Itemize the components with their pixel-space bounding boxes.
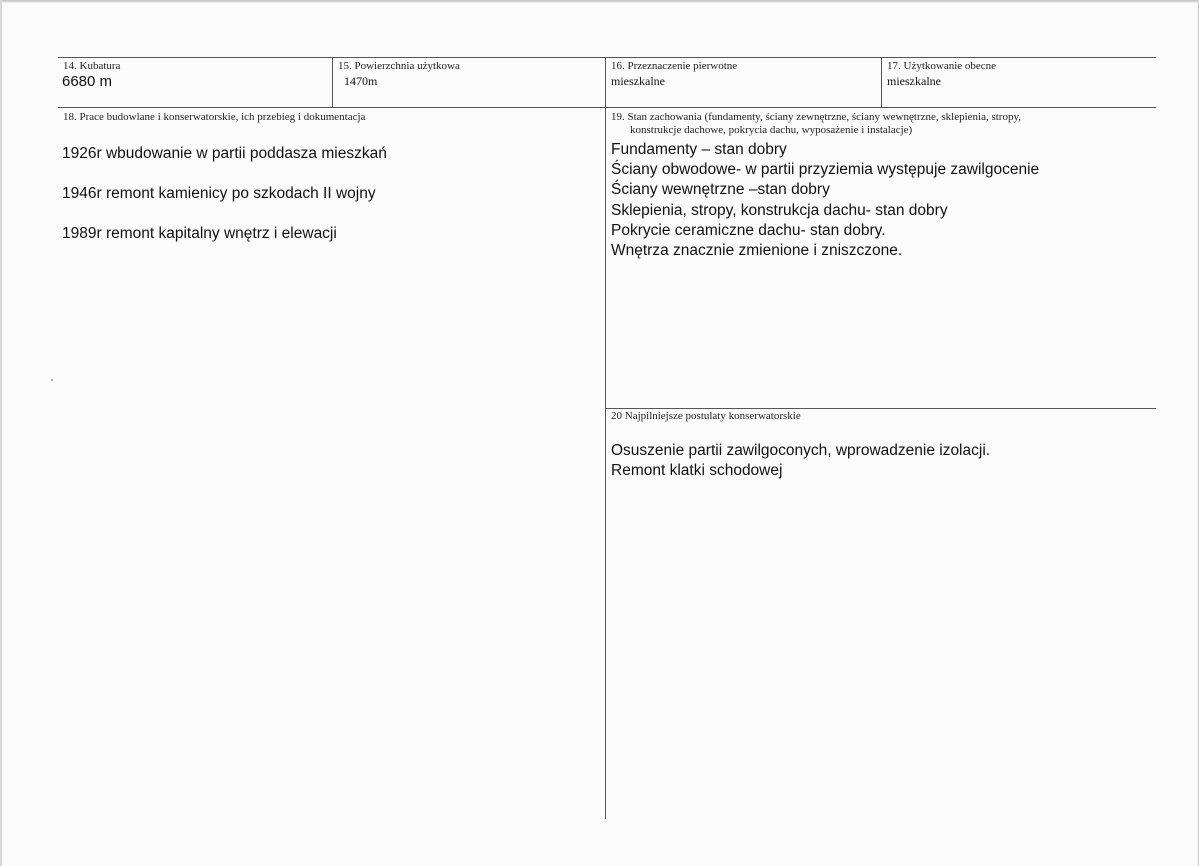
- field-18-line: 1946r remont kamienicy po szkodach II wojny: [62, 185, 376, 202]
- field-18-line: 1989r remont kapitalny wnętrz i elewacji: [62, 225, 337, 242]
- field-15-value: 1470m: [344, 74, 378, 88]
- field-19-line: Wnętrza znacznie zmienione i zniszczone.: [611, 242, 903, 259]
- field-14-value: 6680 m: [62, 73, 113, 90]
- field-16-label: 16. Przeznaczenie pierwotne: [611, 60, 738, 72]
- scan-top-edge: [2, 0, 1199, 3]
- rule-field20-top: [606, 408, 1156, 409]
- field-19-line: Fundamenty – stan dobry: [611, 141, 787, 158]
- rule-top: [58, 57, 1156, 58]
- field-18-label: 18. Prace budowlane i konserwatorskie, ich przebieg i dokumentacja: [63, 111, 366, 123]
- field-20-label: 20 Najpilniejsze postulaty konserwatorskie: [611, 410, 801, 422]
- rule-row1-bottom: [58, 107, 1156, 108]
- field-20-line: Remont klatki schodowej: [611, 462, 783, 479]
- field-20-line: Osuszenie partii zawilgoconych, wprowadzenie izolacji.: [611, 442, 991, 459]
- rule-col3: [881, 57, 882, 108]
- field-14-label: 14. Kubatura: [63, 60, 121, 72]
- field-18-line: 1926r wbudowanie w partii poddasza mieszkań: [62, 145, 387, 162]
- field-15-label: 15. Powierzchnia użytkowa: [338, 60, 460, 72]
- field-17-value: mieszkalne: [887, 74, 941, 88]
- field-19-line: Pokrycie ceramiczne dachu- stan dobry.: [611, 222, 886, 239]
- field-17-label: 17. Użytkowanie obecne: [887, 60, 997, 72]
- field-19-line: Ściany wewnętrzne –stan dobry: [611, 181, 830, 198]
- scan-speck: [51, 379, 53, 381]
- field-19-label: 19. Stan zachowania (fundamenty, ściany zewnętrzne, ściany wewnętrzne, sklepienia, stropy,: [611, 111, 1022, 123]
- field-19-label-cont: konstrukcje dachowe, pokrycia dachu, wyposażenie i instalacje): [630, 124, 913, 136]
- field-19-line: Sklepienia, stropy, konstrukcja dachu- stan dobry: [611, 202, 948, 219]
- rule-col2: [605, 57, 606, 819]
- rule-col1: [332, 57, 333, 108]
- field-16-value: mieszkalne: [611, 74, 665, 88]
- field-19-line: Ściany obwodowe- w partii przyziemia występuje zawilgocenie: [611, 161, 1040, 178]
